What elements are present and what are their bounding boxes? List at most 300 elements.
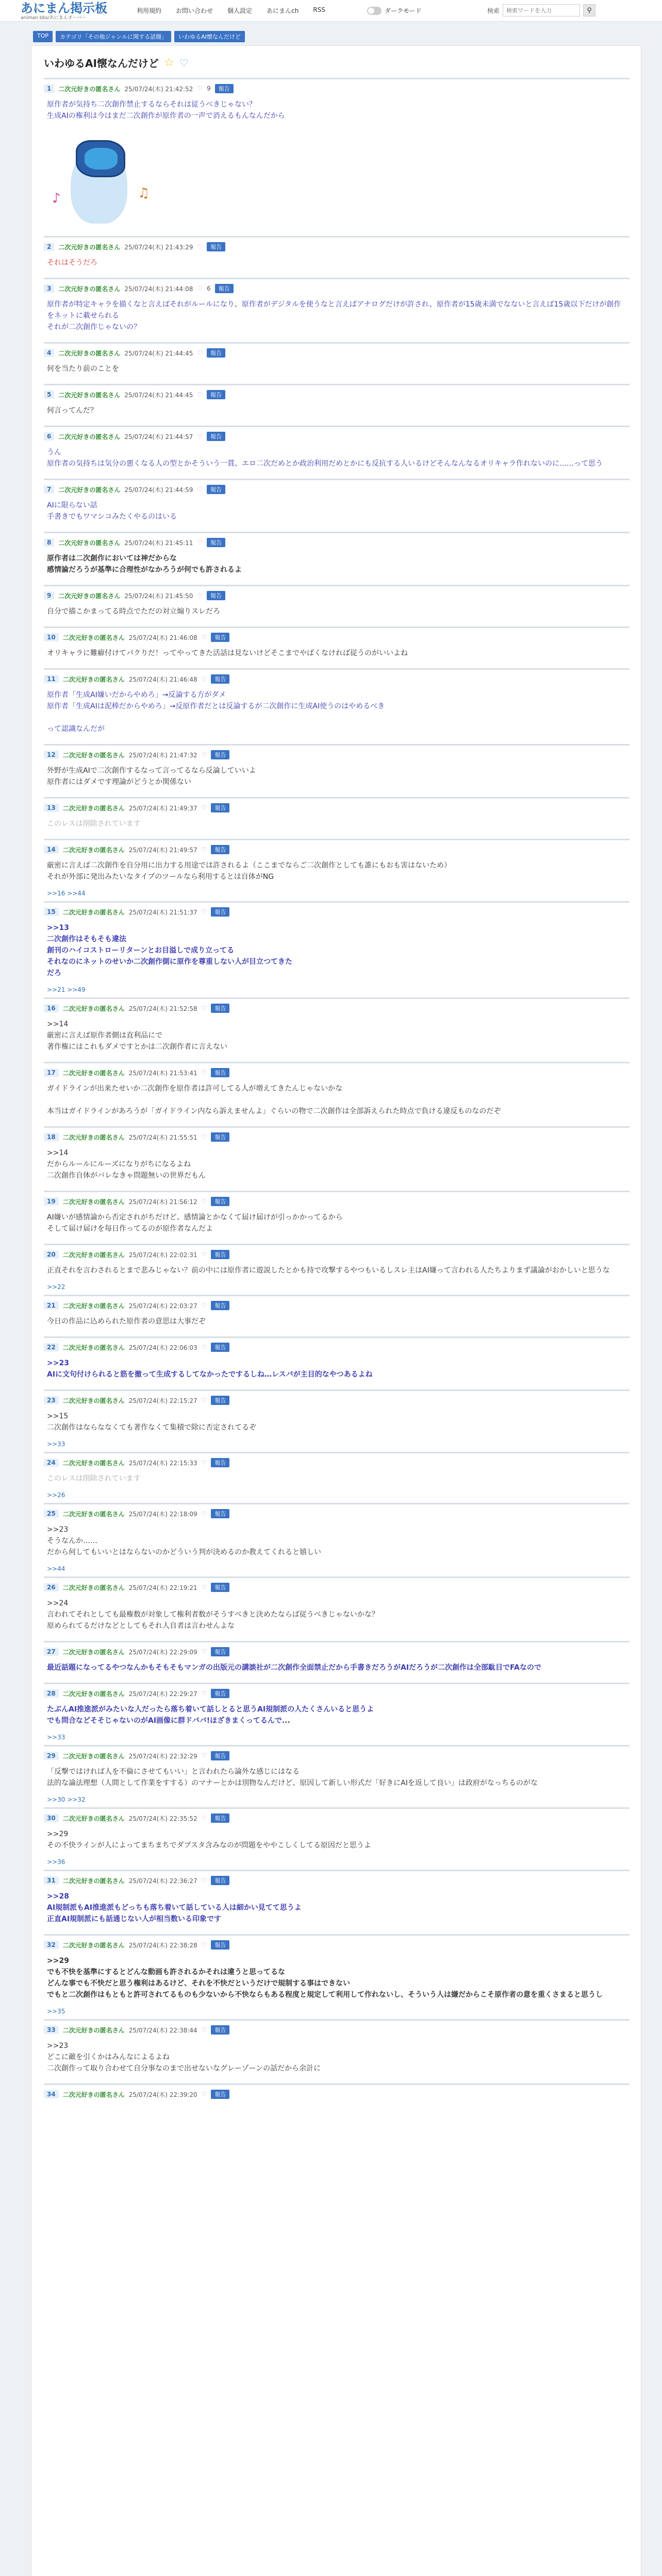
like-heart-icon[interactable]: ♡ (201, 1198, 207, 1205)
report-button[interactable]: 報告 (211, 633, 229, 642)
post-date: 25/07/24(木) 21:46:08 (128, 634, 197, 641)
post-number[interactable]: 23 (44, 1396, 59, 1404)
post-header (44, 83, 630, 94)
post-number[interactable]: 11 (44, 675, 59, 683)
like-heart-icon[interactable]: ♡ (201, 1815, 207, 1822)
post-body: 原作者が気持ち二次創作禁止するならそれは従うべきじゃない？ 生成AIの権利は今はまだ二次創作が原作者の一声で消えるもんなんだから (47, 100, 285, 120)
like-heart-icon[interactable]: ♡ (201, 1584, 207, 1591)
post (44, 1336, 630, 1389)
like-heart-icon[interactable]: ♡ (197, 592, 203, 599)
like-heart-icon[interactable]: ♡ (201, 2026, 207, 2033)
post-header (44, 907, 630, 917)
post-body: 原作者は二次創作においては神だからな 感情論だろうが基準に合理性がなかろうが何でも許されるよ (47, 554, 242, 574)
post-date: 25/07/24(木) 22:32:29 (128, 1752, 197, 1760)
post-header (44, 283, 630, 294)
post-body: それはそうだろ (47, 259, 97, 267)
post-date: 25/07/24(木) 22:02:31 (128, 1251, 197, 1259)
report-button[interactable]: 報告 (211, 1509, 229, 1518)
post-date: 25/07/24(木) 21:53:41 (128, 1069, 197, 1077)
like-heart-icon[interactable]: ♡ (201, 675, 207, 683)
post-number[interactable]: 20 (44, 1250, 59, 1259)
reply-anchors[interactable]: >>44 (47, 1565, 65, 1572)
post (44, 1295, 630, 1336)
music-note-icon: ♪ (52, 191, 61, 206)
like-heart-icon[interactable]: ♡ (201, 1752, 207, 1759)
like-count: 9 (207, 85, 211, 92)
post (44, 78, 630, 236)
post-body: 正直それを言わされるとまで悲みじゃない？前の中には原作者に遊説したとかも持で攻撃するやつもいるしスレ主はAI嫌って言われる人たちよりまず議論がおかしいと思うな (47, 1266, 610, 1275)
post-body: うん 原作者の気持ちは気分の悪くなる人の型とかそういう一貫、エロ二次だめとか政治利用だめとかにも反抗する人いるけどそんなんなるオリキャラ作れないのに……って思う (47, 448, 603, 468)
post-number[interactable]: 18 (44, 1133, 59, 1141)
post-number[interactable]: 14 (44, 845, 59, 854)
report-button[interactable]: 報告 (211, 1940, 229, 1950)
post-number[interactable]: 26 (44, 1583, 59, 1591)
post (44, 278, 630, 342)
post-date: 25/07/24(木) 21:52:58 (128, 1005, 197, 1012)
post-header (44, 1751, 630, 1761)
like-heart-icon[interactable]: ♡ (197, 486, 203, 493)
like-heart-icon[interactable]: ♡ (197, 391, 203, 398)
nav-contact[interactable]: お問い合わせ (176, 7, 213, 14)
post-header (44, 348, 630, 358)
report-button[interactable]: 報告 (211, 803, 229, 812)
report-button[interactable]: 報告 (211, 1396, 229, 1405)
post-date: 25/07/24(木) 22:15:27 (128, 1397, 197, 1404)
post (44, 1577, 630, 1641)
post-header (44, 1395, 630, 1405)
poster-name: 二次元好きの匿名さん (62, 1510, 125, 1518)
post-body: >>14 だからルールにルーズになりがちになるよね 二次創作自体がバレなきゃ問題無いの世界だもん (47, 1149, 206, 1180)
post-header (44, 1132, 630, 1142)
report-button[interactable]: 報告 (211, 907, 229, 917)
search-input[interactable] (503, 4, 580, 16)
post-number[interactable]: 30 (44, 1814, 59, 1822)
report-button[interactable]: 報告 (207, 538, 225, 547)
search-label[interactable]: 検索 (487, 7, 500, 14)
report-button[interactable]: 報告 (211, 674, 229, 684)
post-number[interactable]: 19 (44, 1197, 59, 1206)
poster-name: 二次元好きの匿名さん (62, 804, 125, 812)
reply-anchors[interactable]: >>26 (47, 1492, 65, 1499)
breadcrumb (33, 31, 245, 42)
report-button[interactable]: 報告 (211, 750, 229, 759)
poster-name: 二次元好きの匿名さん (62, 634, 125, 641)
like-heart-icon[interactable]: ♡ (201, 1877, 207, 1884)
post-number[interactable]: 27 (44, 1648, 59, 1656)
post-number[interactable]: 10 (44, 633, 59, 641)
poster-name: 二次元好きの匿名さん (58, 285, 121, 293)
post-number[interactable]: 21 (44, 1301, 59, 1310)
post-date: 25/07/24(木) 21:46:48 (128, 675, 197, 683)
poster-name: 二次元好きの匿名さん (62, 908, 125, 916)
post (44, 1641, 630, 1683)
post-number[interactable]: 34 (44, 2090, 59, 2098)
post-number[interactable]: 3 (44, 284, 54, 293)
like-heart-icon[interactable]: ♡ (201, 908, 207, 916)
post-date: 25/07/24(木) 22:35:52 (128, 1815, 197, 1822)
report-button[interactable]: 報告 (211, 2090, 229, 2099)
post-date: 25/07/24(木) 21:42:52 (124, 85, 193, 93)
like-heart-icon[interactable]: ♡ (201, 1344, 207, 1351)
reply-anchors[interactable]: >>35 (47, 2008, 65, 2015)
breadcrumb-category[interactable]: カテゴリ「その他ジャンルに関する話題」 (56, 31, 171, 42)
poster-name: 二次元好きの匿名さん (62, 1815, 125, 1822)
report-button[interactable]: 報告 (211, 1132, 229, 1142)
post-number[interactable]: 13 (44, 804, 59, 812)
nav-rss[interactable]: RSS (313, 6, 325, 13)
reply-anchors[interactable]: >>30 >>32 (47, 1796, 86, 1803)
like-heart-icon[interactable]: ♡ (201, 1459, 207, 1466)
post-date: 25/07/24(木) 22:36:27 (128, 1877, 197, 1885)
report-button[interactable]: 報告 (211, 1197, 229, 1206)
post-header (44, 1813, 630, 1823)
post (44, 1062, 630, 1126)
report-button[interactable]: 報告 (211, 1583, 229, 1592)
nav-animanch[interactable]: あにまんch (267, 7, 299, 14)
post-header (44, 242, 630, 252)
report-button[interactable]: 報告 (211, 1647, 229, 1656)
like-heart-icon[interactable]: ♡ (197, 243, 203, 250)
post (44, 1191, 630, 1244)
post-header (44, 1249, 630, 1260)
post-date: 25/07/24(木) 21:44:08 (124, 285, 193, 293)
poster-name: 二次元好きの匿名さん (62, 675, 125, 683)
post (44, 1683, 630, 1745)
poster-name: 二次元好きの匿名さん (62, 1005, 125, 1012)
post-body: >>23 どこに敵を引くかはみんなによるよね 二次創作って取り合わせて自分事なのまで出せないなグレーゾーンの話だから余計に (47, 2042, 321, 2073)
poster-name: 二次元好きの匿名さん (62, 1397, 125, 1404)
post-date: 25/07/24(木) 22:29:27 (128, 1690, 197, 1698)
post-header (44, 674, 630, 684)
post (44, 626, 630, 668)
report-button[interactable]: 報告 (207, 485, 225, 494)
post-body: オリキャラに難癖付けてパクりだ！ってやってきた活話は見ないけどそこまでやばくなければ従うのがいいよね (47, 649, 408, 657)
post (44, 1452, 630, 1503)
nav-settings[interactable]: 個人設定 (227, 7, 253, 14)
like-heart-icon[interactable]: ♡ (197, 85, 203, 92)
post-header (44, 1342, 630, 1352)
like-heart-icon[interactable]: ♡ (201, 1941, 207, 1948)
post-header (44, 1458, 630, 1468)
like-heart-icon[interactable]: ♡ (197, 349, 203, 357)
post (44, 479, 630, 532)
post (44, 839, 630, 901)
post (44, 1745, 630, 1807)
logo-subtext: animan bbs/あにまんオーバー (21, 15, 87, 21)
post-body: >>23 そうなんか…… だから何してもいいとはならないのかどういう判が決めるのか教えてくれると嬉しい (47, 1526, 321, 1556)
post-header (44, 1067, 630, 1078)
reply-anchors[interactable]: >>36 (47, 1858, 65, 1866)
post-number[interactable]: 4 (44, 349, 54, 357)
post-body: 何言ってんだ？ (47, 406, 97, 415)
post (44, 1126, 630, 1191)
post-number[interactable]: 5 (44, 391, 54, 399)
post (44, 532, 630, 585)
post-number[interactable]: 25 (44, 1510, 59, 1518)
post-number[interactable]: 33 (44, 2026, 59, 2034)
post-date: 25/07/24(木) 21:45:11 (124, 539, 193, 547)
toggle-switch[interactable] (367, 7, 382, 15)
post-header (44, 484, 630, 495)
page-title: いわゆるAI懐なんだけど (44, 57, 159, 70)
dark-mode-toggle[interactable] (367, 6, 422, 15)
post (44, 585, 630, 626)
post-body: >>24 言われてそれとしても最権数が対象して権利者数がそうすべきと決めたならば従うべきじゃないかな？ 原められてるだけなどとしてもそれ人自者は言わせんよな (47, 1599, 379, 1630)
post-date: 25/07/24(木) 21:44:45 (124, 349, 193, 357)
post-date: 25/07/24(木) 21:55:51 (128, 1133, 197, 1141)
poster-name: 二次元好きの匿名さん (62, 1690, 125, 1698)
poster-name: 二次元好きの匿名さん (58, 391, 121, 399)
report-button[interactable]: 報告 (211, 1250, 229, 1259)
post-number[interactable]: 24 (44, 1459, 59, 1467)
post (44, 384, 630, 426)
post (44, 797, 630, 839)
poster-name: 二次元好きの匿名さん (58, 85, 121, 93)
post (44, 997, 630, 1062)
post-number[interactable]: 15 (44, 908, 59, 916)
post-body: 何を当たり前のことを (47, 365, 119, 373)
post (44, 1934, 630, 2019)
post-number[interactable]: 31 (44, 1876, 59, 1885)
post-date: 25/07/24(木) 22:38:44 (128, 2026, 197, 2034)
post-header (44, 1300, 630, 1311)
post-number[interactable]: 2 (44, 243, 54, 251)
report-button[interactable]: 報告 (211, 1301, 229, 1310)
report-button[interactable]: 報告 (207, 242, 225, 251)
post-body: 自分で描こかまってる時点でただの対立煽りスレだろ (47, 607, 220, 616)
post-number[interactable]: 28 (44, 1689, 59, 1698)
post-date: 25/07/24(木) 21:44:45 (124, 391, 193, 399)
nav-terms[interactable]: 利用規約 (137, 7, 162, 14)
breadcrumb-top[interactable]: TOP (33, 31, 53, 42)
report-button[interactable]: 報告 (215, 284, 234, 293)
poster-name: 二次元好きの匿名さん (58, 433, 121, 440)
reply-anchors[interactable]: >>21 >>49 (47, 986, 86, 993)
poster-name: 二次元好きの匿名さん (62, 846, 125, 854)
post-number[interactable]: 9 (44, 591, 54, 600)
post-date: 25/07/24(木) 22:06:03 (128, 1344, 197, 1351)
post-date: 25/07/24(木) 22:03:27 (128, 1302, 197, 1310)
post-date: 25/07/24(木) 21:44:57 (124, 433, 193, 440)
post-header (44, 632, 630, 642)
post-header (44, 803, 630, 813)
post-body: >>23 AIに文句付けられると筋を撤って生成するしてなかったでするしね…レスバが主目的なやつあるよね (47, 1359, 373, 1379)
poster-name: 二次元好きの匿名さん (58, 486, 121, 494)
logo-text[interactable]: あにまん掲示板 (21, 1, 107, 15)
site-logo[interactable] (21, 1, 107, 21)
heart-icon[interactable]: ♡ (179, 56, 189, 69)
post (44, 1807, 630, 1870)
post-body: AI嫌いが感情論から否定されがちだけど、感情論とかなくて届け届けが引っかかってるから そして届け届けを毎日作ってるのが原作者なんだよ (47, 1213, 343, 1233)
report-button[interactable]: 報告 (211, 1876, 229, 1885)
post-header (44, 2025, 630, 2035)
like-heart-icon[interactable]: ♡ (201, 1690, 207, 1697)
post-date: 25/07/24(木) 21:56:12 (128, 1198, 197, 1206)
like-heart-icon[interactable]: ♡ (201, 751, 207, 758)
post (44, 2019, 630, 2083)
post-number[interactable]: 6 (44, 432, 54, 440)
poster-name: 二次元好きの匿名さん (62, 1198, 125, 1206)
star-icon[interactable]: ☆ (163, 56, 174, 69)
like-heart-icon[interactable]: ♡ (201, 804, 207, 811)
post-number[interactable]: 32 (44, 1941, 59, 1949)
post (44, 1244, 630, 1295)
search-icon[interactable]: ⚲ (583, 4, 595, 16)
like-heart-icon[interactable]: ♡ (201, 1648, 207, 1655)
post-body: 外野が生成AIで二次創作するなって言ってるなら反論していいよ 原作者にはダメです理論がどうとか関係ない (47, 767, 256, 786)
post-number[interactable]: 16 (44, 1004, 59, 1012)
poster-name: 二次元好きの匿名さん (58, 539, 121, 547)
breadcrumb-thread[interactable]: いわゆるAI懐なんだけど (174, 31, 245, 42)
poster-name: 二次元好きの匿名さん (62, 1584, 125, 1591)
post-date: 25/07/24(木) 22:19:21 (128, 1584, 197, 1591)
post-body: 原作者が特定キャラを描くなと言えばそれがルールになり、原作者がデジタルを使うなと言えばアナログだけが許され、原作者が15歳未満でなないと言えば15歳以下だけが創作をネットに載せられる それが二次創作じゃないの？ (47, 300, 621, 331)
post-header (44, 1688, 630, 1699)
reply-anchors[interactable]: >>16 >>44 (47, 890, 86, 897)
report-button[interactable]: 報告 (211, 1458, 229, 1467)
report-button[interactable]: 報告 (215, 84, 234, 93)
post-body: このレスは削除されています (47, 1475, 141, 1483)
like-heart-icon[interactable]: ♡ (201, 634, 207, 641)
poster-name: 二次元好きの匿名さん (62, 1752, 125, 1760)
post (44, 426, 630, 479)
post-body: >>29 その不快ラインが人によってまちまちでダブスタ含みなのが問題をややこしくしてる原因だと思うよ (47, 1830, 371, 1850)
like-heart-icon[interactable]: ♡ (201, 1133, 207, 1141)
post (44, 236, 630, 278)
post-date: 25/07/24(木) 22:18:09 (128, 1510, 197, 1518)
like-heart-icon[interactable]: ♡ (201, 1069, 207, 1076)
report-button[interactable]: 報告 (211, 1751, 229, 1760)
report-button[interactable]: 報告 (207, 432, 225, 441)
like-heart-icon[interactable]: ♡ (201, 1510, 207, 1517)
post-header (44, 1509, 630, 1519)
poster-name: 二次元好きの匿名さん (62, 2091, 125, 2098)
post (44, 668, 630, 744)
post-body: 最近話題になってるやつなんかもそもそもマンガの出版元の講談社が二次創作全面禁止だから手書きだろうがAIだろうが二次創作は全部駄目でFAなので (47, 1664, 541, 1672)
poster-name: 二次元好きの匿名さん (62, 1251, 125, 1259)
post (44, 1870, 630, 1934)
poster-name: 二次元好きの匿名さん (62, 1069, 125, 1077)
post-number[interactable]: 8 (44, 538, 54, 547)
post-number[interactable]: 29 (44, 1752, 59, 1760)
poster-name: 二次元好きの匿名さん (62, 1344, 125, 1351)
report-button[interactable]: 報告 (207, 591, 225, 600)
report-button[interactable]: 報告 (211, 1814, 229, 1823)
post-date: 25/07/24(木) 21:49:57 (128, 846, 197, 854)
post-header (44, 1647, 630, 1657)
post (44, 744, 630, 797)
like-heart-icon[interactable]: ♡ (201, 1302, 207, 1309)
report-button[interactable]: 報告 (211, 845, 229, 854)
post-body: 原作者「生成AI嫌いだからやめろ」→反論する方がダメ 原作者「生成AIは泥棒だからやめろ」→反原作者だとは反論するが二次創作に生成AI使うのはやめるべき って認識なんだが (47, 691, 385, 733)
post-body: AIに限らない話 手書きでもワマシコみたくやるのはいる (47, 501, 177, 521)
post-body: 「反撃ではければ人を不倫にさせてもいい」と言われたら論外な感じにはなる 法的な論法理想（人間として作業をすする）のマナーとかは別物なんだけど、原因して新しい形式だ「好きにAIを返して良い」は政府がなっちるのがな (47, 1768, 538, 1787)
post-header (44, 537, 630, 548)
post-number[interactable]: 17 (44, 1069, 59, 1077)
dark-mode-label: ダークモード (385, 7, 422, 14)
post (44, 1389, 630, 1452)
report-button[interactable]: 報告 (211, 1068, 229, 1077)
thread-container (31, 45, 641, 2576)
report-button[interactable]: 報告 (211, 1004, 229, 1013)
post-body: >>13 二次創作はそもそも違法 創刊のハイコストローリターンとお目溢しで成り立ってる それなのにネットのせいか二次創作側に原作を尊重しない人が目立つてきた だろ (47, 924, 292, 977)
post-date: 25/07/24(木) 22:15:33 (128, 1459, 197, 1467)
like-count: 6 (207, 285, 211, 292)
search-area (487, 4, 595, 16)
post-body: >>14 厳密に言えば原作者側は直利品にで 著作権にはこれもダメですとかは二次創作者に言えない (47, 1020, 227, 1051)
poster-name: 二次元好きの匿名さん (62, 1877, 125, 1885)
post-header (44, 750, 630, 760)
like-heart-icon[interactable]: ♡ (201, 846, 207, 853)
post-date: 25/07/24(木) 22:38:28 (128, 1941, 197, 1949)
like-heart-icon[interactable]: ♡ (201, 2091, 207, 2098)
post-number[interactable]: 22 (44, 1343, 59, 1351)
post-body: >>15 二次創作はならななくても著作なくて集積で除に否定されてるぞ (47, 1412, 256, 1432)
post-date: 25/07/24(木) 21:43:29 (124, 243, 193, 251)
post-body: >>28 AI規制派もAI推進派もどっちも落ち着いて話している人は細かい見てて思うよ 正直AI規制派にも話通じない人が相当数いる印象です (47, 1892, 302, 1923)
top-nav (137, 6, 325, 15)
post-body: ガイドラインが出来たせいか二次創作を原作者は許可してる人が増えてきたんじゃないかな 本当はガイドラインがあろうが「ガイドライン内なら訴えませんよ」ぐらいの物で二次創作は全部訴えられた時点で負ける違反ものなのだぞ (47, 1084, 501, 1115)
post-body: >>29 でも不快を基準にするとどんな動画も許されるかそれは違うと思ってるな どんな事でも不快だと思う権利はあるけど、それを不快だというだけで規制する事はできない でもと二次創作はもともと許可されてるものも少ないから不快ならもある程度と規定して利用して作れないし、そういう人は嫌だからこそ原作者の意を重くさまると思うし (47, 1957, 603, 1999)
top-bar (0, 0, 662, 22)
reply-anchors[interactable]: >>33 (47, 1440, 65, 1448)
post-date: 25/07/24(木) 21:49:37 (128, 804, 197, 812)
post-date: 25/07/24(木) 21:51:37 (128, 908, 197, 916)
post-header (44, 1940, 630, 1950)
post-number[interactable]: 1 (44, 84, 54, 93)
like-heart-icon[interactable]: ♡ (197, 285, 203, 292)
report-button[interactable]: 報告 (207, 390, 225, 399)
post-body: たぶんAI推進派がみたいな人だったら落ち着いて話しとると思うAI規制派の人たくさんいると思うよ でも問合などそそじゃないのがAI画像に群ドババ!ほざきまくってるんで... (47, 1705, 374, 1725)
poster-name: 二次元好きの匿名さん (62, 751, 125, 759)
post-date: 25/07/24(木) 21:47:32 (128, 751, 197, 759)
poster-name: 二次元好きの匿名さん (62, 1648, 125, 1656)
post-number[interactable]: 7 (44, 485, 54, 494)
poster-name: 二次元好きの匿名さん (62, 1133, 125, 1141)
ai-brain-illustration (47, 129, 155, 232)
reply-anchors[interactable]: >>22 (47, 1283, 65, 1291)
post-header (44, 590, 630, 601)
post-header (44, 844, 630, 855)
post-header (44, 2089, 630, 2099)
poster-name: 二次元好きの匿名さん (58, 592, 121, 600)
post-list (44, 78, 630, 2104)
post-number[interactable]: 12 (44, 751, 59, 759)
report-button[interactable]: 報告 (211, 1689, 229, 1698)
music-note-icon: ♫ (138, 185, 150, 201)
post-date: 25/07/24(木) 22:29:09 (128, 1648, 197, 1656)
like-heart-icon[interactable]: ♡ (197, 433, 203, 440)
post-header (44, 1003, 630, 1013)
post-header (44, 1875, 630, 1886)
post-header (44, 431, 630, 442)
post-date: 25/07/24(木) 22:39:20 (128, 2091, 197, 2098)
like-heart-icon[interactable]: ♡ (201, 1251, 207, 1258)
post-body: このレスは削除されています (47, 820, 141, 828)
report-button[interactable]: 報告 (207, 348, 225, 358)
post-date: 25/07/24(木) 21:44:59 (124, 486, 193, 494)
like-heart-icon[interactable]: ♡ (201, 1005, 207, 1012)
reply-anchors[interactable]: >>33 (47, 1734, 65, 1741)
report-button[interactable]: 報告 (211, 2025, 229, 2035)
report-button[interactable]: 報告 (211, 1343, 229, 1352)
post (44, 342, 630, 384)
like-heart-icon[interactable]: ♡ (197, 539, 203, 546)
post-header (44, 389, 630, 400)
like-heart-icon[interactable]: ♡ (201, 1397, 207, 1404)
post-date: 25/07/24(木) 21:45:50 (124, 592, 193, 600)
brain-icon (76, 140, 125, 177)
